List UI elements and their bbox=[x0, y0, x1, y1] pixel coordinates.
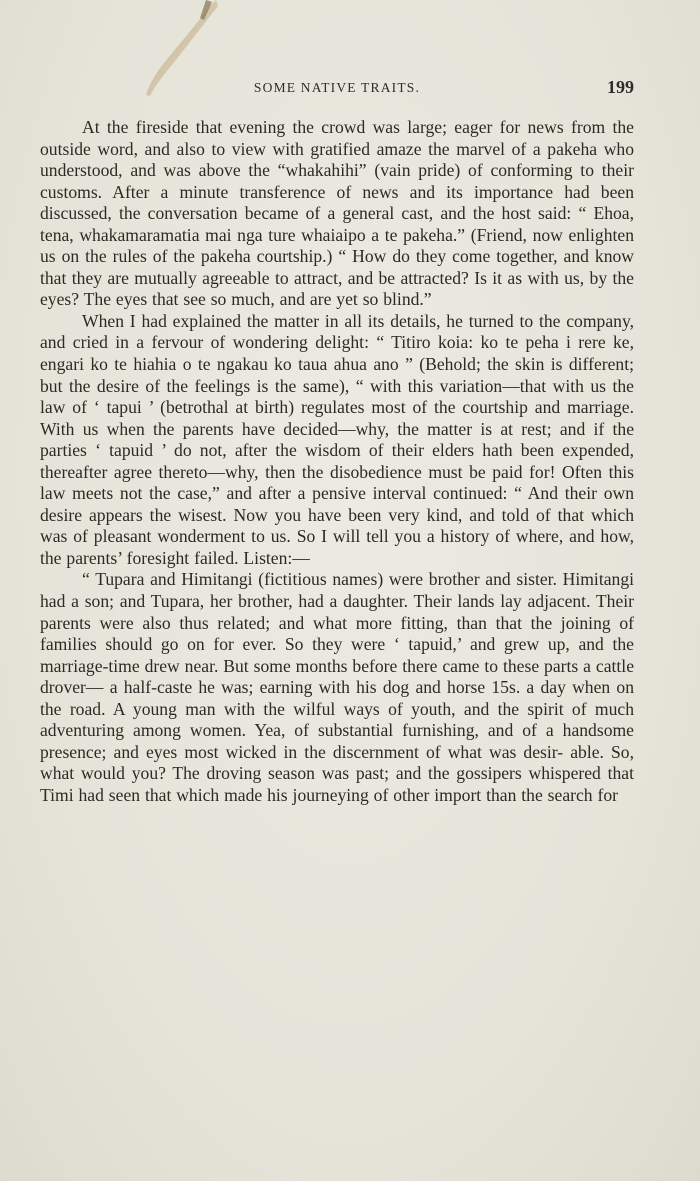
paragraph-2: When I had explained the matter in all its details, he turned to the company, and cried in a fervour of wondering delight: “ Titiro koia: ko te peha i rere ke, engari ko te hiahia o te ngakau ko taua ahua ano ” (Behold; the skin is different; but the desire of the feelings is the same), “ with this variation—that with us the law of ‘ tapui ’ (betrothal at birth) regulates most of the courtship and marriage. With us when the parents have decided—why, the matter is at rest; and if the parties ‘ tapuid ’ do not, after the wisdom of their elders hath been expended, thereafter agree thereto—why, then the disobedience must be paid for! Often this law meets not the case,” and after a pensive interval continued: “ And their own desire appears the wisest. Now you have been very kind, and told of that which was of pleasant wonderment to us. So I will tell you a history of where, and how, the parents’ foresight failed. Listen:— bbox=[40, 310, 634, 568]
paragraph-1: At the fireside that evening the crowd was large; eager for news from the outside word, and also to view with gratified amaze the marvel of a pakeha who understood, and was above the “whakahihi” (vain pride) of conforming to their customs. After a minute transference of news and its importance had been discussed, the conversation became of a general cast, and the host said: “ Ehoa, tena, whakamaramatia mai nga ture whaiaipo a te pakeha.” (Friend, now enlighten us on the rules of the pakeha courtship.) “ How do they come together, and know that they are mutually agreeable to attract, and be attracted? Is it as with us, by the eyes? The eyes that see so much, and are yet so blind.” bbox=[40, 117, 634, 310]
paragraph-3: “ Tupara and Himitangi (fictitious names) were brother and sister. Himitangi had a son; and Tupara, her brother, had a daughter. Their lands lay adjacent. Their parents were also thus related; and what more fitting, than that the joining of families should go on for ever. So they were ‘ tapuid,’ and grew up, and the marriage-time drew near. But some months before there came to these parts a cattle drover— a half-caste he was; earning with his dog and horse 15s. a day when on the road. A young man with the wilful ways of youth, and the spirit of much adventuring among women. Yea, of substantial furnishing, and of a handsome presence; and eyes most wicked in the discernment of what was desir- able. So, what would you? The droving season was past; and the gossipers whispered that Timi had seen that which made his journeying of other import than the search for bbox=[40, 569, 634, 805]
page-header bbox=[40, 77, 634, 101]
running-head: SOME NATIVE TRAITS. bbox=[253, 80, 421, 95]
page-number: 199 bbox=[607, 77, 634, 97]
body-text bbox=[40, 117, 634, 807]
